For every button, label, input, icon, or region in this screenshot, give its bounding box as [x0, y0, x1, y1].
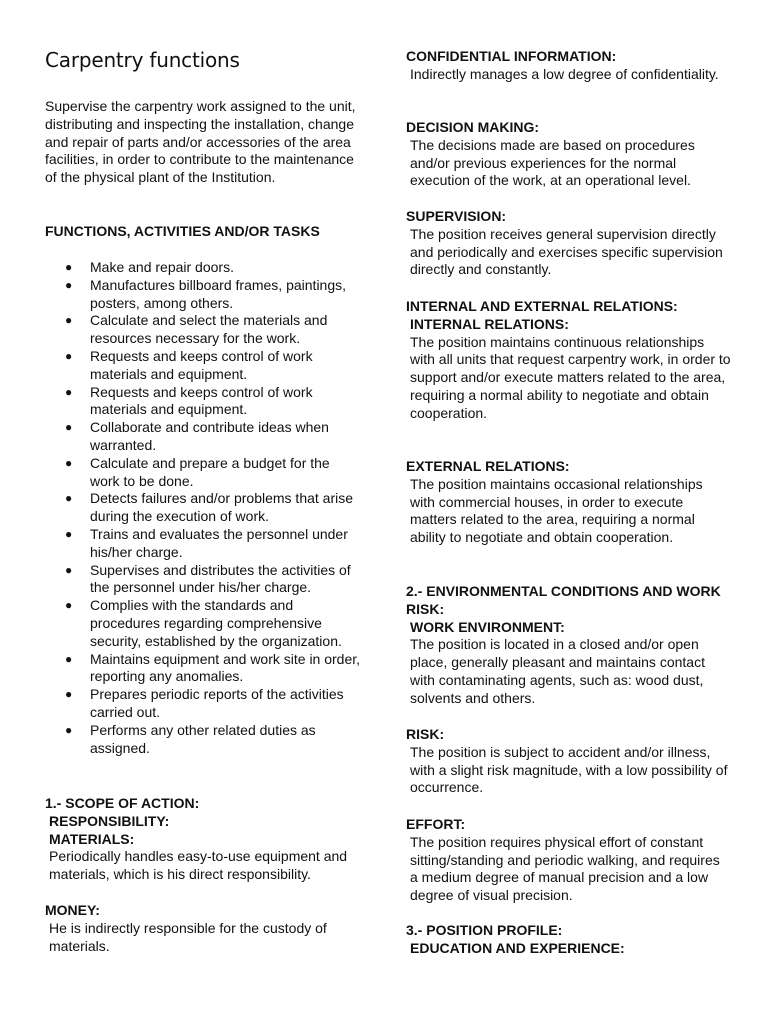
materials-text: Periodically handles easy-to-use equipment and materials, which is his direct responsibility. [49, 848, 348, 883]
bullet-icon: ● [65, 277, 73, 292]
profile-heading: 3.- POSITION PROFILE: [406, 922, 563, 938]
decision-section [406, 119, 731, 190]
confidential-heading: CONFIDENTIAL INFORMATION: [406, 48, 617, 64]
scope-heading: 1.- SCOPE OF ACTION: [45, 795, 200, 811]
work-environment-heading: WORK ENVIRONMENT: [410, 618, 565, 635]
money-section [45, 902, 363, 955]
list-item: ● Requests and keeps control of work materials and equipment. [65, 383, 313, 418]
intro-paragraph: Supervise the carpentry work assigned to the unit, distributing and inspecting the installation, change and repair of parts and/or accessories of the area facilities, in order to contribute to the maintenance of the physical plant of the Institution. [45, 98, 356, 186]
confidential-section [406, 48, 731, 84]
external-section [406, 458, 731, 547]
risk-text: The position is subject to accident and/or illness, with a slight risk magnitude, with a low possibility of occurrence. [410, 743, 728, 796]
responsibility-heading: RESPONSIBILITY: [49, 812, 170, 829]
list-item: ● Detects failures and/or problems that arise during the execution of work. [65, 490, 354, 525]
environment-heading: 2.- ENVIRONMENTAL CONDITIONS AND WORK RISK: [406, 583, 721, 617]
external-text: The position maintains occasional relationships with commercial houses, in order to execute matters related to the area, requiring a normal ability to negotiate and obtain cooperation. [410, 475, 703, 546]
bullet-icon: ● [65, 313, 73, 328]
risk-section [406, 726, 731, 797]
decision-heading: DECISION MAKING: [406, 119, 539, 135]
bullet-icon: ● [65, 722, 73, 737]
list-item: ● Calculate and prepare a budget for the work to be done. [65, 454, 330, 489]
work-environment-text: The position is located in a closed and/or open place, generally pleasant and maintains contact with contaminating agents, such as: wood dust, solvents and others. [410, 636, 705, 706]
list-item: ● Performs any other related duties as assigned. [65, 721, 316, 756]
bullet-icon: ● [65, 562, 73, 577]
internal-heading: INTERNAL RELATIONS: [410, 315, 569, 332]
money-heading: MONEY: [45, 902, 100, 918]
relations-heading: INTERNAL AND EXTERNAL RELATIONS: [406, 298, 678, 314]
effort-text: The position requires physical effort of constant sitting/standing and periodic walking, and requires a medium degree of manual precision and a low degree of visual precision. [410, 833, 720, 904]
effort-section [406, 816, 731, 905]
document-title: Carpentry functions [45, 48, 240, 72]
profile-section [406, 922, 731, 958]
supervision-heading: SUPERVISION: [406, 208, 507, 224]
list-item: ● Calculate and select the materials and resources necessary for the work. [65, 312, 328, 347]
bullet-icon: ● [65, 384, 73, 399]
bullet-icon: ● [65, 260, 73, 274]
relations-section [406, 298, 731, 423]
external-heading: EXTERNAL RELATIONS: [406, 458, 570, 474]
decision-text: The decisions made are based on procedures and/or previous experiences for the normal execution of the work, at an operational level. [410, 136, 695, 189]
tasks-list [45, 259, 363, 757]
list-item: ● Complies with the standards and procedures regarding comprehensive security, established by the organization. [65, 597, 342, 649]
list-item: ● Collaborate and contribute ideas when warranted. [65, 419, 329, 453]
bullet-icon: ● [65, 598, 73, 613]
list-item: ● Prepares periodic reports of the activities carried out. [65, 686, 344, 720]
bullet-icon: ● [65, 455, 73, 470]
environment-section [406, 583, 731, 708]
scope-section [45, 795, 363, 884]
functions-heading: FUNCTIONS, ACTIVITIES AND/OR TASKS [45, 223, 320, 239]
bullet-icon: ● [65, 491, 73, 506]
risk-heading: RISK: [406, 726, 445, 742]
effort-heading: EFFORT: [406, 816, 466, 832]
list-item: ● Trains and evaluates the personnel under his/her charge. [65, 525, 348, 560]
materials-heading: MATERIALS: [49, 830, 135, 847]
bullet-icon: ● [65, 687, 73, 702]
supervision-text: The position receives general supervision directly and periodically and exercises specific supervision directly and constantly. [410, 225, 723, 278]
bullet-icon: ● [65, 526, 73, 541]
education-heading: EDUCATION AND EXPERIENCE: [410, 939, 625, 956]
bullet-icon: ● [65, 651, 73, 666]
bullet-icon: ● [65, 348, 73, 363]
confidential-text: Indirectly manages a low degree of confidentiality. [410, 65, 719, 82]
list-item: ● Requests and keeps control of work materials and equipment. [65, 347, 313, 382]
internal-text: The position maintains continuous relationships with all units that request carpentry work, in order to support and/or execute matters related to the area, requiring a normal ability to negotiate and obtain cooperation. [410, 333, 731, 421]
bullet-icon: ● [65, 420, 73, 435]
list-item: ● Supervises and distributes the activities of the personnel under his/her charge. [65, 561, 351, 596]
list-item: ● Manufactures billboard frames, paintings, posters, among others. [65, 276, 347, 311]
list-item: ● Make and repair doors. [65, 259, 234, 275]
money-text: He is indirectly responsible for the custody of materials. [49, 919, 327, 954]
list-item: ● Maintains equipment and work site in order, reporting any anomalies. [65, 650, 361, 685]
supervision-section [406, 208, 731, 279]
